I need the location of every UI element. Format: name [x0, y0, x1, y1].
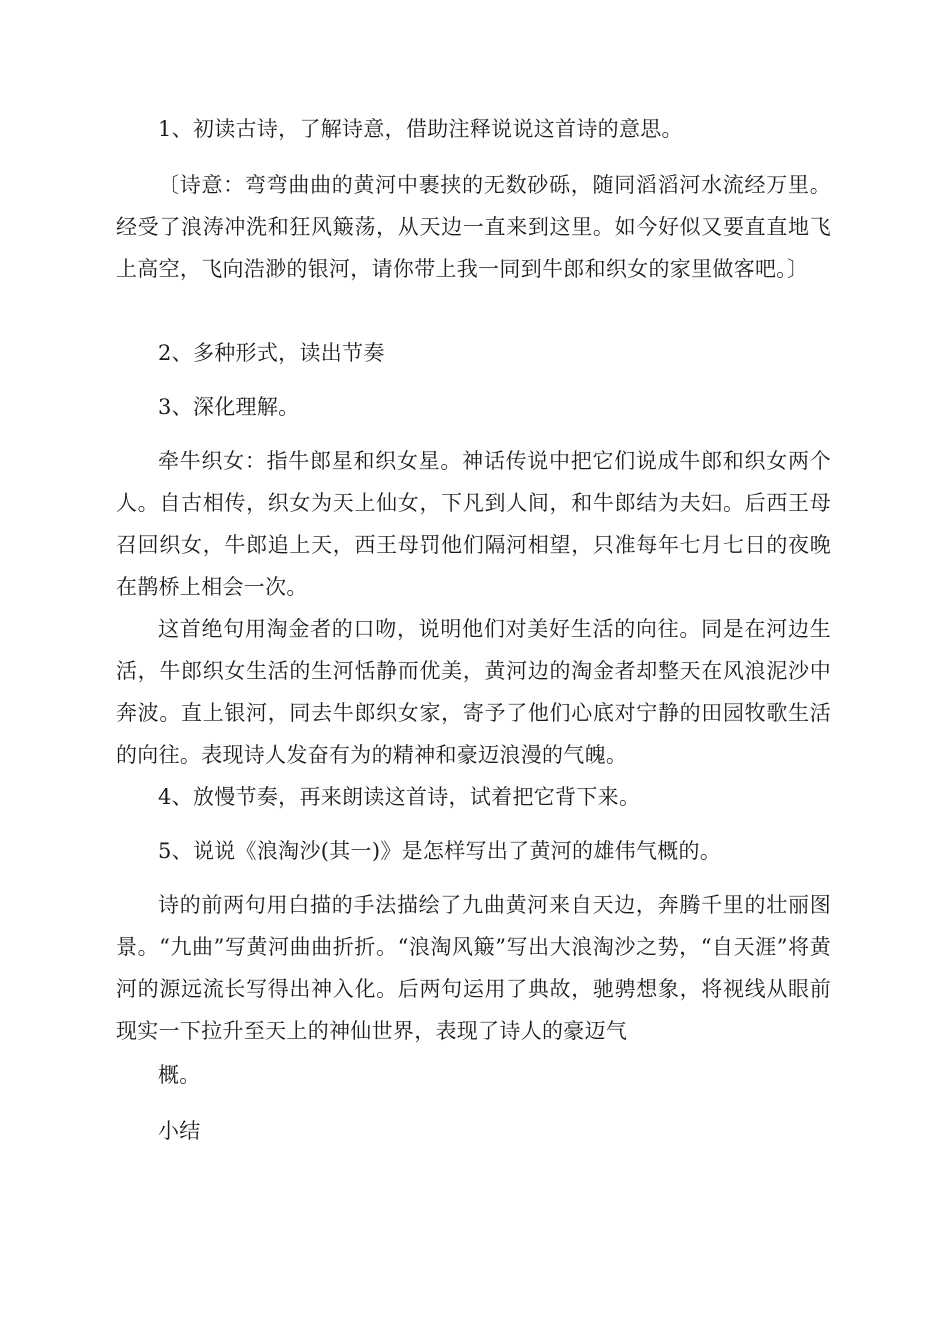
poem-meaning-paragraph: 〔诗意：弯弯曲曲的黄河中裹挟的无数砂砾，随同滔滔河水流经万里。经受了浪涛冲洗和狂风簸荡，从天边一直来到这里。如今好似又要直直地飞上高空，飞向浩渺的银河，请你带上我一同到牛郎和织女的家里做客吧。〕 [116, 173, 831, 281]
step-4-paragraph: 4、放慢节奏，再来朗读这首诗，试着把它背下来。 [158, 785, 641, 809]
step-5-paragraph: 5、说说《浪淘沙(其一)》是怎样写出了黄河的雄伟气概的。 [158, 839, 722, 863]
legend-paragraph: 牵牛织女：指牛郎星和织女星。神话传说中把它们说成牛郎和织女两个人。自古相传，织女为天上仙女，下凡到人间，和牛郎结为夫妇。后西王母召回织女，牛郎追上天，西王母罚他们隔河相望，只准每年七月七日的夜晚在鹊桥上相会一次。 [116, 449, 831, 599]
step-1-paragraph: 1、初读古诗，了解诗意，借助注释说说这首诗的意思。 [158, 117, 683, 141]
analysis-paragraph: 这首绝句用淘金者的口吻，说明他们对美好生活的向往。同是在河边生活，牛郎织女生活的生河恬静而优美，黄河边的淘金者却整天在风浪泥沙中奔波。直上银河，同去牛郎织女家，寄予了他们心底对宁静的田园牧歌生活的向往。表现诗人发奋有为的精神和豪迈浪漫的气魄。 [116, 617, 831, 767]
step-2-paragraph: 2、多种形式，读出节奏 [158, 341, 385, 365]
step-3-paragraph: 3、深化理解。 [158, 395, 300, 419]
answer-paragraph: 诗的前两句用白描的手法描绘了九曲黄河来自天边，奔腾千里的壮丽图景。“九曲”写黄河曲曲折折。“浪淘风簸”写出大浪淘沙之势，“自天涯”将黄河的源远流长写得出神入化。后两句运用了典故，驰骋想象，将视线从眼前现实一下拉升至天上的神仙世界，表现了诗人的豪迈气 [116, 893, 831, 1043]
summary-heading: 小结 [158, 1119, 201, 1143]
answer-tail-paragraph: 概。 [158, 1063, 201, 1087]
